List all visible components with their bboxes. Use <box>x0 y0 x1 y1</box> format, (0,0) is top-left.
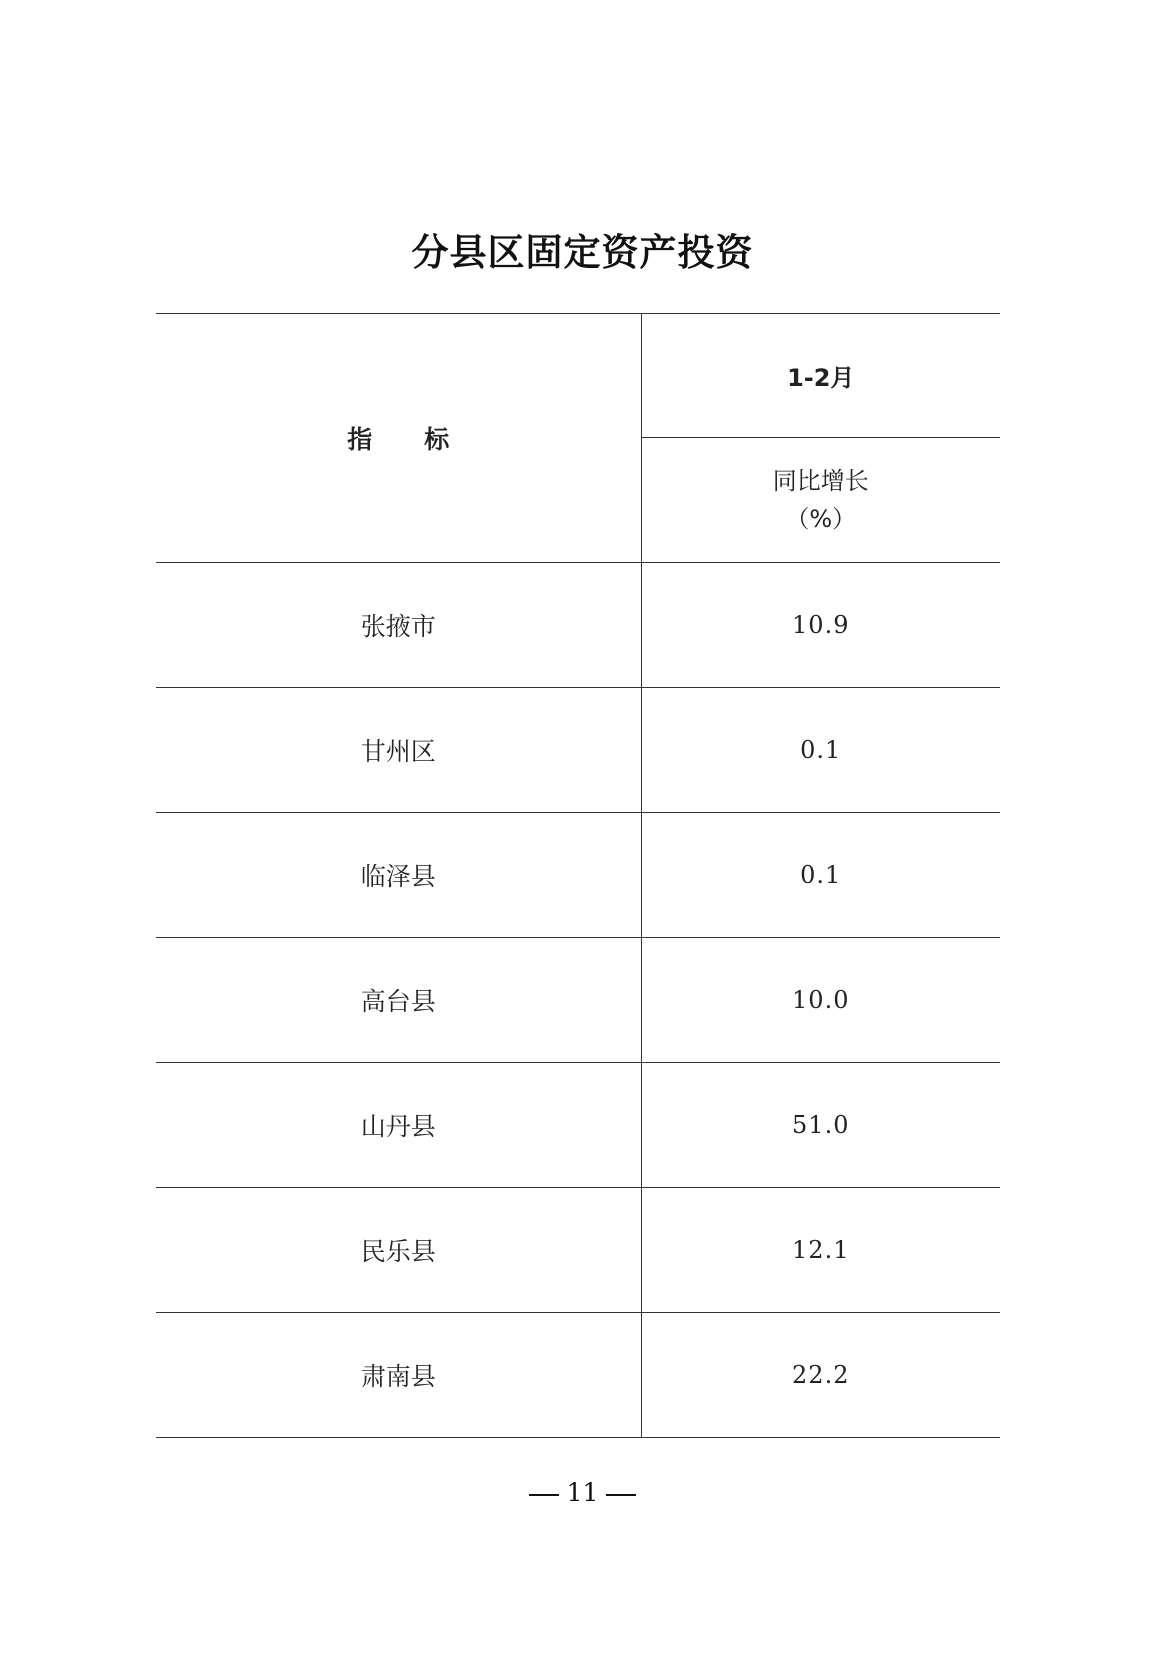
row-value: 51.0 <box>641 1063 1000 1188</box>
page-footer <box>0 1478 1165 1507</box>
table-row <box>156 1313 1000 1438</box>
page-title: 分县区固定资产投资 <box>411 231 754 274</box>
indicator-char-1: 指 <box>347 425 373 454</box>
table-row <box>156 813 1000 938</box>
row-value: 12.1 <box>641 1188 1000 1313</box>
row-name: 肃南县 <box>156 1313 641 1438</box>
footer-dash-right <box>606 1494 636 1496</box>
row-name: 甘州区 <box>156 688 641 813</box>
metric-header <box>641 438 1000 563</box>
table-row <box>156 938 1000 1063</box>
footer-dash-left <box>529 1494 559 1496</box>
row-name: 临泽县 <box>156 813 641 938</box>
row-value: 0.1 <box>641 813 1000 938</box>
row-name: 张掖市 <box>156 563 641 688</box>
period-header: 1-2月 <box>641 314 1000 438</box>
row-value: 10.9 <box>641 563 1000 688</box>
table-header-row <box>156 314 1000 438</box>
row-name: 山丹县 <box>156 1063 641 1188</box>
page-number: 11 <box>566 1478 599 1507</box>
row-name: 高台县 <box>156 938 641 1063</box>
table-row <box>156 688 1000 813</box>
table-row <box>156 563 1000 688</box>
row-value: 0.1 <box>641 688 1000 813</box>
table-row <box>156 1188 1000 1313</box>
row-name: 民乐县 <box>156 1188 641 1313</box>
metric-line-1: 同比增长 <box>772 467 869 495</box>
indicator-char-2: 标 <box>424 425 450 454</box>
metric-line-2: （%） <box>785 505 857 533</box>
row-value: 10.0 <box>641 938 1000 1063</box>
investment-table <box>156 313 1000 1438</box>
row-value: 22.2 <box>641 1313 1000 1438</box>
table-row <box>156 1063 1000 1188</box>
indicator-header <box>156 314 641 563</box>
